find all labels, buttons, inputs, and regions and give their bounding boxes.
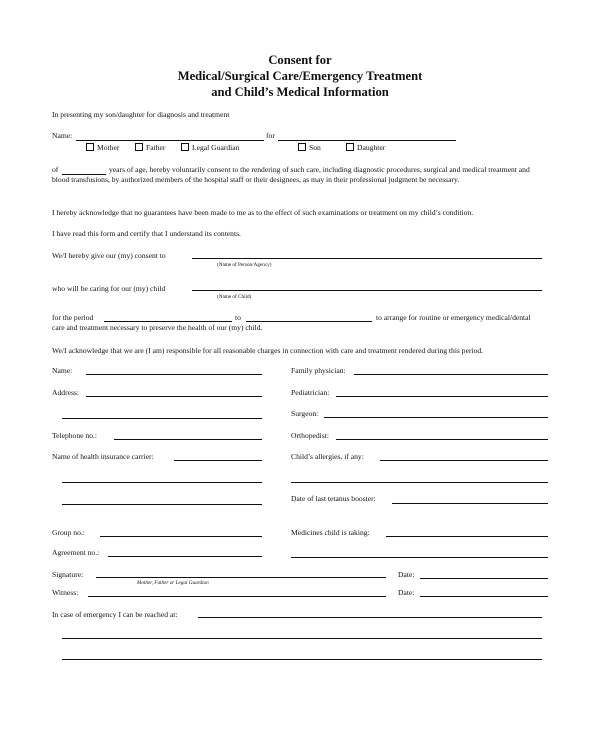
for-label: for xyxy=(266,131,275,140)
insurance-line-1[interactable] xyxy=(174,460,262,461)
agreement-line[interactable] xyxy=(108,556,262,557)
person-agency-caption: (Name of Person/Agency) xyxy=(217,262,272,268)
acknowledgement-no-guarantees: I hereby acknowledge that no guarantees have been made to me as to the effect of such examinations or treatment on my child’s condition. xyxy=(52,208,474,217)
acknowledgement-read-form: I have read this form and certify that I understand its contents. xyxy=(52,229,241,238)
insurance-line-2[interactable] xyxy=(62,482,262,483)
child-caption: (Name of Child) xyxy=(217,294,252,300)
signature-date-line[interactable] xyxy=(420,578,548,579)
checkbox-legal-guardian[interactable]: Legal Guardian xyxy=(181,143,239,153)
period-start-line[interactable] xyxy=(104,321,232,322)
allergies-line-1[interactable] xyxy=(380,460,548,461)
witness-line[interactable] xyxy=(88,596,386,597)
pediatrician-label: Pediatrician: xyxy=(291,388,330,397)
checkbox-icon xyxy=(346,143,354,151)
address-label: Address: xyxy=(52,388,79,397)
responsible-text: We/I acknowledge that we are (I am) responsible for all reasonable charges in connection with care and treatment rendered during this period. xyxy=(52,346,484,355)
period-end-line[interactable] xyxy=(246,321,372,322)
pediatrician-line[interactable] xyxy=(336,396,548,397)
signature-caption: Mother, Father or Legal Guardian xyxy=(137,580,209,586)
emergency-line-2[interactable] xyxy=(62,638,542,639)
signature-date-label: Date: xyxy=(398,570,415,579)
caring-label: who will be caring for our (my) child xyxy=(52,284,166,293)
group-line[interactable] xyxy=(100,536,262,537)
address-line-2[interactable] xyxy=(62,418,262,419)
address-line-1[interactable] xyxy=(86,396,262,397)
contact-name-label: Name: xyxy=(52,366,73,375)
care-text: care and treatment necessary to preserve the health of our (my) child. xyxy=(52,323,263,332)
tetanus-line[interactable] xyxy=(392,503,548,504)
telephone-label: Telephone no.: xyxy=(52,431,98,440)
period-label: for the period xyxy=(52,313,94,322)
child-name-line[interactable] xyxy=(278,140,456,141)
agreement-label: Agreement no.: xyxy=(52,548,100,557)
allergies-label: Child’s allergies, if any: xyxy=(291,452,364,461)
physician-line[interactable] xyxy=(354,374,548,375)
checkbox-icon xyxy=(181,143,189,151)
group-label: Group no.: xyxy=(52,528,85,537)
child-name-line-2[interactable] xyxy=(192,290,542,291)
insurance-label: Name of health insurance carrier: xyxy=(52,452,154,461)
checkbox-father[interactable]: Father xyxy=(135,143,165,153)
allergies-line-2[interactable] xyxy=(291,482,548,483)
witness-label: Witness: xyxy=(52,588,79,597)
checkbox-son[interactable]: Son xyxy=(298,143,321,153)
contact-name-line[interactable] xyxy=(86,374,262,375)
tetanus-label: Date of last tetanus booster: xyxy=(291,494,376,503)
form-title-line-2: Medical/Surgical Care/Emergency Treatment xyxy=(177,69,423,83)
checkbox-icon xyxy=(135,143,143,151)
checkbox-icon xyxy=(298,143,306,151)
parent-name-line[interactable] xyxy=(76,140,264,141)
name-label: Name: xyxy=(52,131,73,140)
emergency-line-1[interactable] xyxy=(198,617,542,618)
medicines-line-2[interactable] xyxy=(291,557,548,558)
insurance-line-3[interactable] xyxy=(62,504,262,505)
of-label: of xyxy=(52,165,59,174)
surgeon-label: Surgeon: xyxy=(291,409,319,418)
person-agency-line[interactable] xyxy=(192,258,542,259)
arrange-text: to arrange for routine or emergency medical/dental xyxy=(376,313,531,322)
signature-line[interactable] xyxy=(96,577,386,578)
medicines-line-1[interactable] xyxy=(386,536,548,537)
form-title-line-1: Consent for xyxy=(268,53,332,67)
telephone-line[interactable] xyxy=(114,439,262,440)
signature-label: Signature: xyxy=(52,570,84,579)
intro-text: In presenting my son/daughter for diagnosis and treatment xyxy=(52,110,230,119)
emergency-label: In case of emergency I can be reached at: xyxy=(52,610,178,619)
checkbox-mother[interactable]: Mother xyxy=(86,143,119,153)
consent-paragraph: years of age, hereby voluntarily consent to the rendering of such care, including diagnostic procedures, surgical and medical treatment and blood transfusions, by authorized members of the hospital staff or their designees, as may in their professional judgment be necessary. xyxy=(52,165,530,184)
give-consent-label: We/I hereby give our (my) consent to xyxy=(52,251,166,260)
checkbox-icon xyxy=(86,143,94,151)
medicines-label: Medicines child is taking: xyxy=(291,528,370,537)
to-label: to xyxy=(235,313,241,322)
emergency-line-3[interactable] xyxy=(62,659,542,660)
orthopedist-line[interactable] xyxy=(336,439,548,440)
physician-label: Family physician: xyxy=(291,366,346,375)
surgeon-line[interactable] xyxy=(324,417,548,418)
orthopedist-label: Orthopedist: xyxy=(291,431,329,440)
witness-date-label: Date: xyxy=(398,588,415,597)
form-title-line-3: and Child’s Medical Information xyxy=(211,85,389,99)
checkbox-daughter[interactable]: Daughter xyxy=(346,143,385,153)
witness-date-line[interactable] xyxy=(420,596,548,597)
